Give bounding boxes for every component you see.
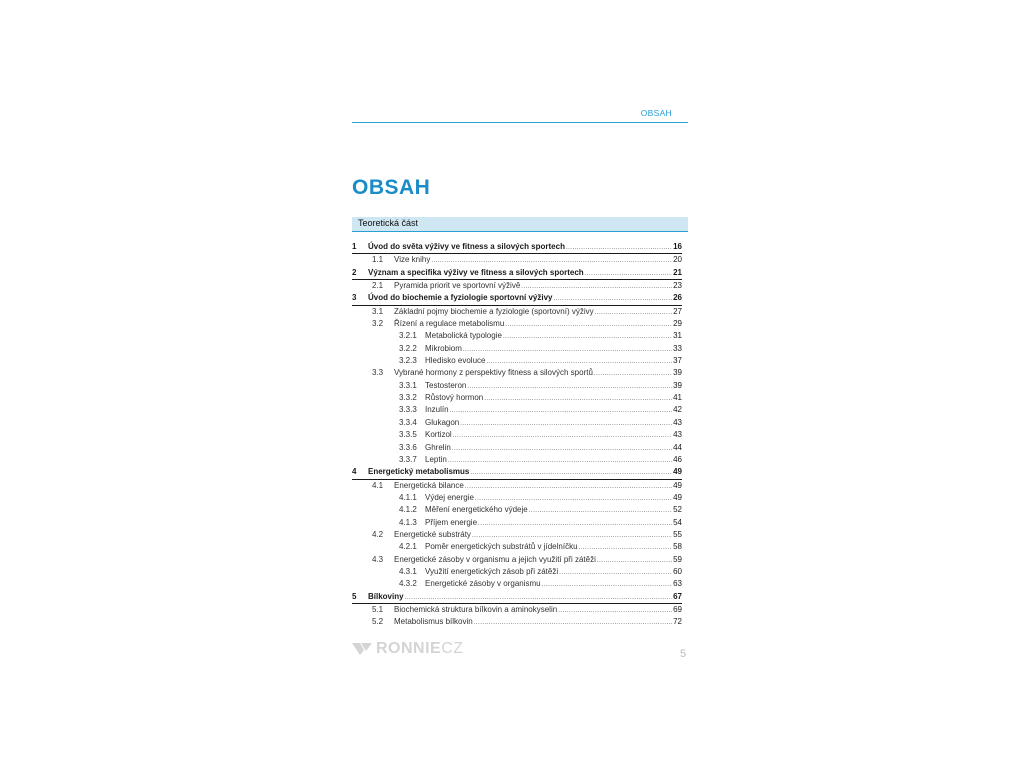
- toc-entry-title: Řízení a regulace metabolismu: [394, 319, 505, 329]
- toc-entry-page: 52: [673, 505, 682, 515]
- toc-entry-title: Biochemická struktura bílkovin a aminokyselin: [394, 604, 558, 614]
- toc-entry-page: 20: [673, 255, 682, 265]
- toc-entry-page: 72: [673, 617, 682, 627]
- toc-entry-title: Bílkoviny: [368, 591, 404, 601]
- toc-entry: [352, 330, 682, 342]
- toc-dot-leader: [542, 579, 672, 591]
- toc-entry: [352, 492, 682, 504]
- page-number: 5: [680, 648, 687, 660]
- toc-entry-title: Růstový hormon: [425, 393, 484, 403]
- toc-entry-title: Energetická bilance: [394, 480, 464, 490]
- toc-entry-number: 5: [352, 591, 357, 601]
- toc-entry: [352, 517, 682, 529]
- toc-entry-title: Využití energetických zásob při zátěži: [425, 566, 559, 576]
- toc-entry-number: 3.2: [372, 319, 384, 329]
- section-title: Teoretická část: [358, 218, 419, 228]
- toc-entry-number: 5.2: [372, 617, 384, 627]
- toc-entry-number: 4.1.3: [399, 517, 417, 527]
- toc-entry: [352, 454, 682, 466]
- logo-text: [376, 640, 464, 658]
- section-bar: [352, 217, 688, 231]
- toc-entry-number: 3.3.1: [399, 380, 417, 390]
- toc-entry: [352, 241, 682, 254]
- toc-entry-title: Poměr energetických substrátů v jídelníčku: [425, 542, 578, 552]
- toc-entry-title: Glukagon: [425, 417, 460, 427]
- publisher-logo: [352, 640, 464, 658]
- toc-dot-leader: [452, 443, 672, 455]
- toc-dot-leader: [529, 505, 672, 517]
- toc-entry: [352, 604, 682, 616]
- toc-entry: [352, 541, 682, 553]
- toc-entry-number: 4.2.1: [399, 542, 417, 552]
- toc-entry-number: 4.1.2: [399, 505, 417, 515]
- toc-entry-page: 49: [673, 492, 682, 502]
- toc-entry-title: Energetický metabolismus: [368, 467, 470, 477]
- toc-entry-page: 59: [673, 554, 682, 564]
- toc-entry: [352, 254, 682, 266]
- toc-entry-title: Výdej energie: [425, 492, 474, 502]
- toc-entry: [352, 417, 682, 429]
- toc-entry-number: 4: [352, 467, 357, 477]
- toc-entry-page: 41: [673, 393, 682, 403]
- toc-entry: [352, 480, 682, 492]
- toc-dot-leader: [448, 455, 672, 467]
- toc-entry-title: Energetické zásoby v organismu a jejich využití při zátěži: [394, 554, 596, 564]
- header-rule: [352, 122, 688, 123]
- toc-entry: [352, 554, 682, 566]
- toc-entry-number: 5.1: [372, 604, 384, 614]
- toc-entry-page: 49: [673, 480, 682, 490]
- toc-dot-leader: [595, 307, 672, 319]
- toc-entry-title: Příjem energie: [425, 517, 478, 527]
- logo-text-part1: RONNIE: [376, 640, 442, 657]
- toc-dot-leader: [453, 430, 672, 442]
- toc-dot-leader: [559, 567, 672, 579]
- toc-entry-title: Vize knihy: [394, 255, 431, 265]
- toc-entry: [352, 429, 682, 441]
- toc-entry-title: Základní pojmy biochemie a fyziologie (sportovní) výživy: [394, 306, 594, 316]
- toc-dot-leader: [474, 617, 672, 629]
- toc-entry-title: Energetické substráty: [394, 529, 471, 539]
- toc-dot-leader: [566, 242, 672, 254]
- logo-text-part2: CZ: [441, 640, 464, 657]
- toc-entry-page: 43: [673, 430, 682, 440]
- toc-entry-number: 1.1: [372, 255, 384, 265]
- running-head: OBSAH: [640, 108, 672, 118]
- toc-dot-leader: [553, 293, 672, 305]
- toc-entry-title: Úvod do biochemie a fyziologie sportovní výživy: [368, 293, 553, 303]
- toc-entry-title: Hledisko evoluce: [425, 356, 486, 366]
- toc-entry-page: 44: [673, 442, 682, 452]
- toc-entry-number: 4.3: [372, 554, 384, 564]
- toc-entry-page: 39: [673, 380, 682, 390]
- toc-dot-leader: [463, 344, 672, 356]
- toc-entry: [352, 442, 682, 454]
- toc-entry: [352, 318, 682, 330]
- toc-dot-leader: [405, 592, 673, 604]
- toc-entry-title: Metabolismus bílkovin: [394, 617, 473, 627]
- toc-dot-leader: [505, 319, 672, 331]
- toc-dot-leader: [460, 418, 672, 430]
- toc-entry-title: Metabolická typologie: [425, 331, 502, 341]
- toc-entry: [352, 343, 682, 355]
- logo-chevron-icon: [352, 641, 372, 657]
- toc-entry-page: 43: [673, 417, 682, 427]
- toc-entry: [352, 367, 682, 379]
- toc-entry-title: Testosteron: [425, 380, 467, 390]
- toc-entry-number: 3.3.5: [399, 430, 417, 440]
- toc-entry-page: 27: [673, 306, 682, 316]
- toc-entry-page: 33: [673, 343, 682, 353]
- toc-entry-title: Mikrobiom: [425, 343, 462, 353]
- toc-entry-number: 2.1: [372, 281, 384, 291]
- toc-entry-number: 4.1: [372, 480, 384, 490]
- toc-entry-page: 37: [673, 356, 682, 366]
- toc-entry-page: 60: [673, 566, 682, 576]
- toc-dot-leader: [558, 605, 672, 617]
- toc-entry-number: 3.3: [372, 368, 384, 378]
- toc-entry-number: 3.2.3: [399, 356, 417, 366]
- toc-entry-title: Měření energetického výdeje: [425, 505, 528, 515]
- table-of-contents: [352, 241, 682, 629]
- toc-entry-page: 58: [673, 542, 682, 552]
- toc-entry: [352, 529, 682, 541]
- page-title: OBSAH: [352, 176, 431, 199]
- toc-dot-leader: [465, 481, 672, 493]
- toc-entry-page: 16: [673, 242, 682, 251]
- toc-entry-number: 3.2.2: [399, 343, 417, 353]
- toc-dot-leader: [597, 555, 672, 567]
- toc-entry-number: 4.1.1: [399, 492, 417, 502]
- toc-entry-page: 21: [673, 267, 682, 277]
- toc-entry-page: 42: [673, 405, 682, 415]
- toc-entry-number: 4.2: [372, 529, 384, 539]
- toc-dot-leader: [478, 518, 672, 530]
- toc-entry-title: Energetické zásoby v organismu: [425, 579, 541, 589]
- toc-entry-page: 39: [673, 368, 682, 378]
- toc-entry-page: 23: [673, 281, 682, 291]
- toc-entry: [352, 392, 682, 404]
- toc-entry: [352, 504, 682, 516]
- toc-entry-page: 26: [673, 293, 682, 303]
- toc-dot-leader: [484, 393, 672, 405]
- toc-entry-number: 1: [352, 242, 357, 251]
- toc-entry-title: Vybrané hormony z perspektivy fitness a silových sportů: [394, 368, 593, 378]
- toc-entry-page: 49: [673, 467, 682, 477]
- toc-entry-page: 63: [673, 579, 682, 589]
- toc-entry-title: Význam a specifika výživy ve fitness a silových sportech: [368, 267, 584, 277]
- toc-entry-page: 67: [673, 591, 682, 601]
- toc-entry-title: Ghrelin: [425, 442, 451, 452]
- toc-entry-page: 54: [673, 517, 682, 527]
- toc-entry: [352, 404, 682, 416]
- toc-entry-title: Inzulín: [425, 405, 449, 415]
- toc-entry-number: 3.3.6: [399, 442, 417, 452]
- toc-entry-number: 4.3.1: [399, 566, 417, 576]
- toc-entry-page: 46: [673, 454, 682, 464]
- toc-entry-title: Úvod do světa výživy ve fitness a silových sportech: [368, 242, 565, 251]
- toc-entry: [352, 292, 682, 305]
- toc-entry-number: 3: [352, 293, 357, 303]
- toc-entry-number: 3.3.2: [399, 393, 417, 403]
- toc-entry-number: 3.3.4: [399, 417, 417, 427]
- toc-entry: [352, 380, 682, 392]
- toc-entry: [352, 280, 682, 292]
- toc-entry: [352, 355, 682, 367]
- toc-entry-number: 3.2.1: [399, 331, 417, 341]
- toc-dot-leader: [585, 268, 672, 280]
- toc-entry-number: 3.3.3: [399, 405, 417, 415]
- toc-entry: [352, 466, 682, 479]
- toc-dot-leader: [467, 381, 672, 393]
- toc-entry-page: 55: [673, 529, 682, 539]
- toc-entry: [352, 578, 682, 590]
- toc-entry-page: 69: [673, 604, 682, 614]
- toc-entry-number: 3.3.7: [399, 454, 417, 464]
- toc-dot-leader: [503, 331, 672, 343]
- toc-entry-title: Leptin: [425, 454, 447, 464]
- toc-entry-title: Kortizol: [425, 430, 452, 440]
- toc-entry-number: 4.3.2: [399, 579, 417, 589]
- section-rule: [352, 231, 688, 232]
- toc-entry-title: Pyramida priorit ve sportovní výživě: [394, 281, 521, 291]
- toc-entry: [352, 267, 682, 280]
- toc-entry: [352, 616, 682, 628]
- toc-entry-number: 2: [352, 267, 357, 277]
- toc-entry-page: 29: [673, 319, 682, 329]
- toc-entry: [352, 591, 682, 604]
- toc-entry-page: 31: [673, 331, 682, 341]
- toc-entry: [352, 306, 682, 318]
- toc-dot-leader: [594, 368, 672, 380]
- toc-entry: [352, 566, 682, 578]
- toc-dot-leader: [470, 467, 672, 479]
- toc-dot-leader: [450, 405, 673, 417]
- toc-entry-number: 3.1: [372, 306, 384, 316]
